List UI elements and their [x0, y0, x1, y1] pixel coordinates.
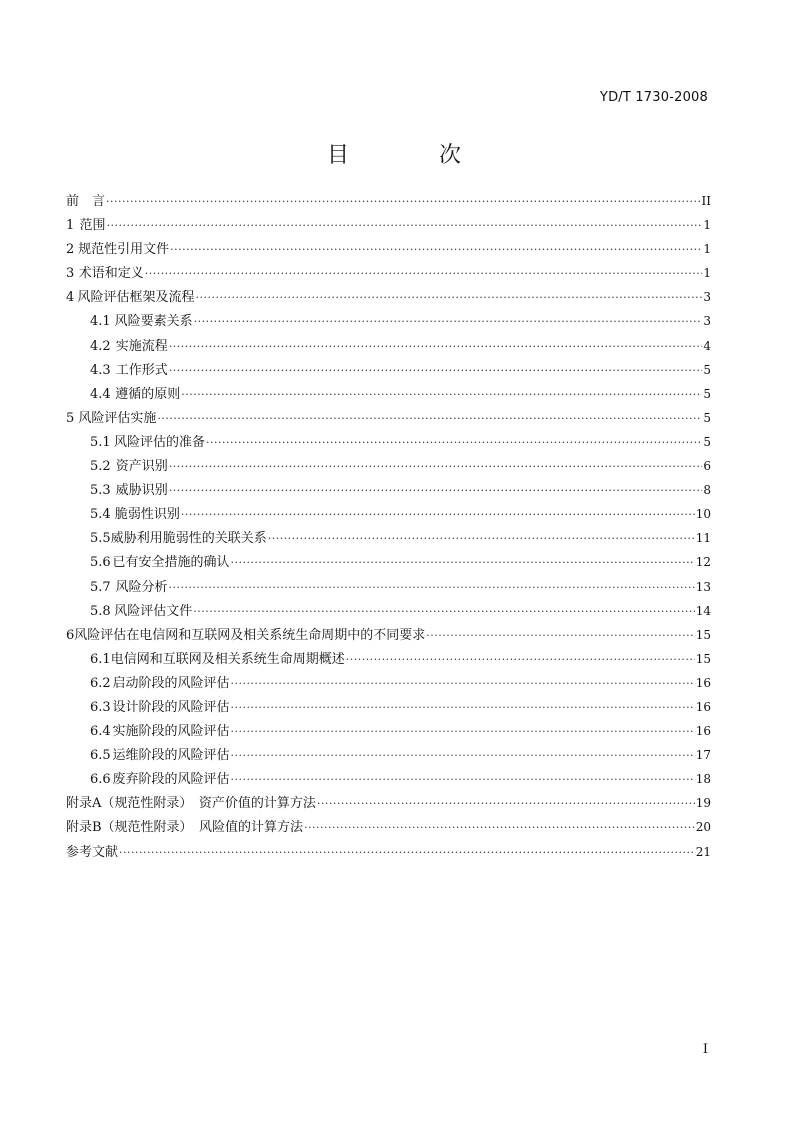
toc-entry-title: 电信网和互联网及相关系统生命周期概述	[110, 651, 345, 667]
toc-entry-page: 20	[695, 820, 711, 835]
toc-entry-page: 19	[695, 796, 711, 811]
toc-entry-number: 6	[66, 627, 75, 643]
toc-leader-dots	[230, 556, 694, 569]
toc-entry-number: 4.1	[90, 314, 111, 330]
toc-entry-page: 5	[703, 410, 711, 425]
toc-leader-dots	[181, 508, 695, 521]
toc-entry-title: 风险要素关系	[114, 314, 193, 330]
toc-entry-title: 风险评估文件	[114, 603, 193, 619]
toc-entry-page: 4	[703, 338, 711, 353]
toc-entry-4-3[interactable]	[66, 359, 711, 383]
toc-entry-title: 启动阶段的风险评估	[112, 675, 230, 691]
toc-entry-page: 12	[695, 555, 711, 570]
toc-leader-dots	[169, 460, 703, 473]
toc-entry-5-3[interactable]	[66, 479, 711, 503]
toc-entry-number: 2	[66, 242, 75, 258]
toc-leader-dots	[426, 629, 694, 642]
toc-leader-dots	[169, 340, 703, 353]
toc-entry-page: 18	[695, 772, 711, 787]
table-of-contents	[66, 190, 711, 865]
toc-leader-dots	[194, 315, 703, 328]
toc-entry-appendix-a[interactable]	[66, 792, 711, 816]
toc-entry-page: 5	[703, 434, 711, 449]
toc-entry-page: 5	[703, 362, 711, 377]
toc-entry-page: II	[701, 194, 711, 208]
toc-leader-dots	[170, 243, 702, 256]
toc-entry-title: 脆弱性识别	[114, 507, 180, 523]
toc-entry-title: 附录B（规范性附录） 风险值的计算方法	[66, 820, 304, 836]
toc-leader-dots	[230, 749, 694, 762]
toc-entry-appendix-b[interactable]	[66, 816, 711, 840]
toc-entry-number: 6.5	[90, 748, 111, 764]
toc-entry-5-4[interactable]	[66, 503, 711, 527]
toc-leader-dots	[193, 605, 694, 618]
toc-leader-dots	[346, 653, 695, 666]
toc-entry-title: 风险评估的准备	[113, 434, 205, 450]
toc-entry-page: 8	[703, 483, 711, 498]
toc-leader-dots	[107, 219, 703, 232]
toc-leader-dots	[119, 846, 695, 859]
toc-entry-number: 5	[66, 410, 75, 426]
toc-entry-number: 5.8	[90, 603, 111, 619]
toc-title: 目 次	[326, 143, 495, 168]
toc-entry-title: 威胁利用脆弱性的关联关系	[110, 531, 267, 547]
toc-entry-number: 5.5	[90, 531, 111, 547]
toc-entry-5-7[interactable]	[66, 576, 711, 600]
toc-leader-dots	[268, 532, 695, 545]
toc-entry-page: 11	[695, 531, 711, 546]
toc-entry-6-2[interactable]	[66, 672, 711, 696]
toc-entry-5-8[interactable]	[66, 600, 711, 624]
toc-entry-6-1[interactable]	[66, 648, 711, 672]
toc-entry-title: 工作形式	[115, 362, 168, 378]
toc-entry-preface[interactable]	[66, 190, 711, 214]
toc-entry-number: 5.4	[90, 507, 111, 523]
toc-entry-6-6[interactable]	[66, 768, 711, 792]
toc-leader-dots	[169, 364, 703, 377]
toc-entry-title: 设计阶段的风险评估	[112, 699, 230, 715]
toc-leader-dots	[168, 581, 694, 594]
toc-entry-number: 4.4	[90, 386, 111, 402]
toc-entry-title: 威胁识别	[115, 483, 168, 499]
toc-entry-page: 15	[695, 651, 711, 666]
toc-entry-title: 实施阶段的风险评估	[112, 724, 230, 740]
toc-entry-title: 运维阶段的风险评估	[112, 748, 230, 764]
toc-entry-number: 5.6	[90, 555, 111, 571]
toc-entry-page: 1	[703, 218, 711, 233]
toc-leader-dots	[230, 725, 694, 738]
toc-entry-title: 风险评估在电信网和互联网及相关系统生命周期中的不同要求	[74, 627, 426, 643]
toc-entry-page: 10	[695, 507, 711, 522]
toc-entry-page: 13	[695, 579, 711, 594]
toc-entry-title: 遵循的原则	[115, 386, 181, 402]
toc-entry-title: 风险分析	[115, 579, 168, 595]
toc-entry-title: 风险评估实施	[78, 410, 157, 426]
toc-entry-5-2[interactable]	[66, 455, 711, 479]
toc-entry-page: 16	[695, 724, 711, 739]
toc-entry-number: 4.3	[90, 362, 111, 378]
toc-entry-page: 16	[695, 675, 711, 690]
toc-entry-number: 5.2	[90, 459, 111, 475]
toc-entry-6-5[interactable]	[66, 744, 711, 768]
toc-entry-number: 1	[66, 218, 75, 234]
toc-leader-dots	[206, 436, 702, 449]
toc-entry-number: 5.7	[90, 579, 111, 595]
toc-entry-title: 附录A（规范性附录） 资产价值的计算方法	[66, 796, 316, 812]
toc-leader-dots	[304, 821, 695, 834]
toc-entry-number: 6.2	[90, 675, 111, 691]
toc-entry-number: 4.2	[90, 338, 111, 354]
toc-entry-number: 5.3	[90, 483, 111, 499]
page-number: I	[702, 1042, 708, 1057]
toc-entry-1[interactable]	[66, 214, 711, 238]
toc-entry-number: 6.3	[90, 699, 111, 715]
toc-entry-title: 参考文献	[66, 844, 119, 860]
toc-entry-page: 1	[703, 242, 711, 257]
toc-entry-page: 16	[695, 699, 711, 714]
toc-entry-page: 3	[703, 314, 711, 329]
toc-entry-page: 14	[695, 603, 711, 618]
document-code: YD/T 1730-2008	[599, 90, 708, 105]
toc-entry-page: 1	[703, 266, 711, 281]
toc-entry-3[interactable]	[66, 262, 711, 286]
toc-entry-4[interactable]	[66, 286, 711, 310]
toc-entry-number: 6.1	[90, 651, 111, 667]
toc-entry-title: 已有安全措施的确认	[112, 555, 230, 571]
toc-entry-page: 17	[695, 748, 711, 763]
toc-entry-2[interactable]	[66, 238, 711, 262]
toc-leader-dots	[106, 195, 701, 208]
toc-leader-dots	[230, 773, 694, 786]
toc-entry-6-4[interactable]	[66, 720, 711, 744]
toc-entry-title: 规范性引用文件	[78, 242, 170, 258]
toc-entry-page: 15	[695, 627, 711, 642]
toc-leader-dots	[230, 677, 694, 690]
toc-entry-6[interactable]	[66, 624, 711, 648]
toc-entry-page: 5	[703, 386, 711, 401]
toc-entry-title: 废弃阶段的风险评估	[112, 772, 230, 788]
toc-entry-number: 3	[66, 266, 75, 282]
toc-entry-title: 术语和定义	[78, 266, 144, 282]
toc-entry-6-3[interactable]	[66, 696, 711, 720]
toc-entry-5-1[interactable]	[66, 431, 711, 455]
toc-entry-5-5[interactable]	[66, 527, 711, 551]
toc-leader-dots	[230, 701, 694, 714]
toc-entry-title: 资产识别	[115, 459, 168, 475]
toc-entry-page: 3	[703, 290, 711, 305]
toc-leader-dots	[169, 484, 703, 497]
toc-entry-number: 4	[66, 290, 75, 306]
toc-entry-5-6[interactable]	[66, 551, 711, 575]
toc-entry-title: 前 言	[66, 194, 106, 209]
toc-entry-number: 6.6	[90, 772, 111, 788]
toc-leader-dots	[145, 267, 703, 280]
toc-entry-page: 6	[703, 459, 711, 474]
toc-entry-5[interactable]	[66, 407, 711, 431]
toc-entry-references[interactable]	[66, 841, 711, 865]
toc-entry-4-4[interactable]	[66, 383, 711, 407]
toc-entry-title: 实施流程	[115, 338, 168, 354]
toc-entry-title: 风险评估框架及流程	[77, 290, 195, 306]
toc-leader-dots	[181, 388, 702, 401]
toc-leader-dots	[317, 797, 695, 810]
toc-entry-title: 范围	[79, 218, 106, 234]
toc-leader-dots	[157, 412, 702, 425]
toc-entry-page: 21	[695, 844, 711, 859]
toc-entry-4-2[interactable]	[66, 335, 711, 359]
toc-leader-dots	[196, 291, 703, 304]
toc-entry-number: 6.4	[90, 724, 111, 740]
toc-entry-number: 5.1	[90, 434, 111, 450]
toc-entry-4-1[interactable]	[66, 310, 711, 334]
